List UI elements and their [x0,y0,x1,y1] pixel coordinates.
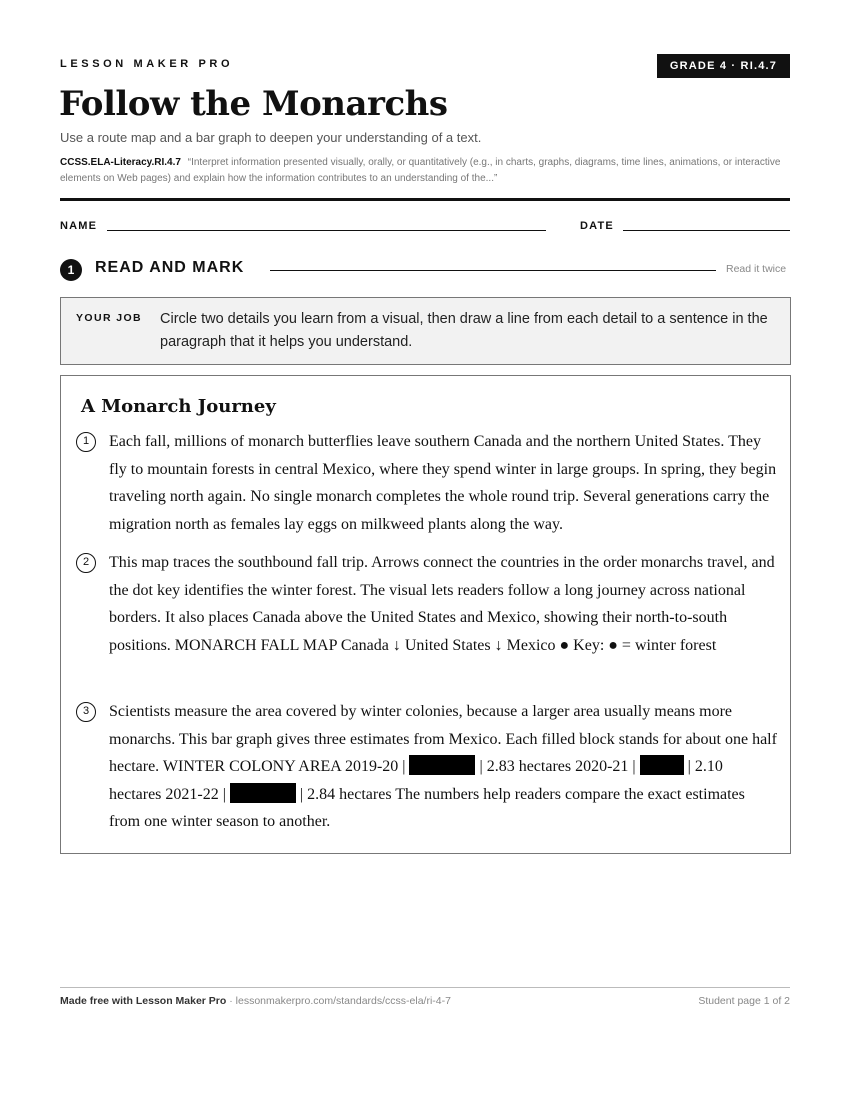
name-label: NAME [60,220,98,232]
paragraph-number-3: 3 [76,702,96,722]
date-label: DATE [580,220,614,232]
your-job-instructions: Circle two details you learn from a visual, then draw a line from each detail to a sentence in the paragraph that it helps you understand. [160,311,768,350]
paragraph-3-text-b: | 2.83 hectares 2020-21 | [475,758,640,776]
bar-2021-22 [230,783,296,803]
bar-2019-20 [409,755,475,775]
header-divider [60,198,790,201]
paragraph-3-text-d: | 2.84 hectares The numbers help readers compare the exact estimates from one winter season to another. [109,785,745,831]
section-number-badge: 1 [60,259,82,281]
section-title: READ AND MARK [95,259,245,276]
paragraph-number-2: 2 [76,553,96,573]
bar-2020-21 [640,755,684,775]
footer-credit [60,995,451,1007]
footer-made-with: Made free with Lesson Maker Pro [60,995,227,1007]
standard-text: “Interpret information presented visually, orally, or quantitatively (e.g., in charts, graphs, diagrams, time lines, animations, or interactive elements on Web pages) and explain how the information contributes to an understanding of the...” [60,157,781,184]
page-subtitle: Use a route map and a bar graph to deepen your understanding of a text. [60,130,482,145]
brand-name: LESSON MAKER PRO [60,58,234,70]
footer-divider [60,987,790,988]
footer-url: · lessonmakerpro.com/standards/ccss-ela/ri-4-7 [226,995,451,1007]
page-title: Follow the Monarchs [59,84,448,124]
footer-page-number: Student page 1 of 2 [698,995,790,1007]
grade-badge: GRADE 4 · RI.4.7 [657,54,790,78]
paragraph-number-1: 1 [76,432,96,452]
paragraph-3 [109,698,779,836]
standard-citation [60,155,795,187]
passage-title: A Monarch Journey [81,396,276,417]
paragraph-3-text-a: Scientists measure the area covered by winter colonies, because a larger area usually means more monarchs. This bar graph gives three estimates from Mexico. Each filled block stands for about one half hectare. WINTER COLONY AREA 2019-20 | [109,703,777,776]
standard-code: CCSS.ELA-Literacy.RI.4.7 [60,157,181,168]
paragraph-3-text-c: | 2.10 hectares 2021-22 | [109,758,723,803]
your-job-label: YOUR JOB [76,312,143,324]
date-field[interactable] [623,230,790,231]
paragraph-2: This map traces the southbound fall trip. Arrows connect the countries in the order monarchs travel, and the dot key identifies the winter forest. The visual lets readers follow a long journey across national borders. It also places Canada above the United States and Mexico, showing their north-to-south positions. MONARCH FALL MAP Canada ↓ United States ↓ Mexico ● Key: ● = winter forest [109,554,775,654]
reading-passage [60,375,791,854]
your-job-box [60,297,791,365]
paragraph-1: Each fall, millions of monarch butterflies leave southern Canada and the northern United States. They fly to mountain forests in central Mexico, where they spend winter in large groups. In spring, they begin traveling north again. No single monarch completes the whole round trip. Several generations carry the migration north as females lay eggs on milkweed plants along the way. [109,433,777,533]
section-note: Read it twice [726,263,787,275]
section-divider [270,270,716,271]
name-field[interactable] [107,230,546,231]
